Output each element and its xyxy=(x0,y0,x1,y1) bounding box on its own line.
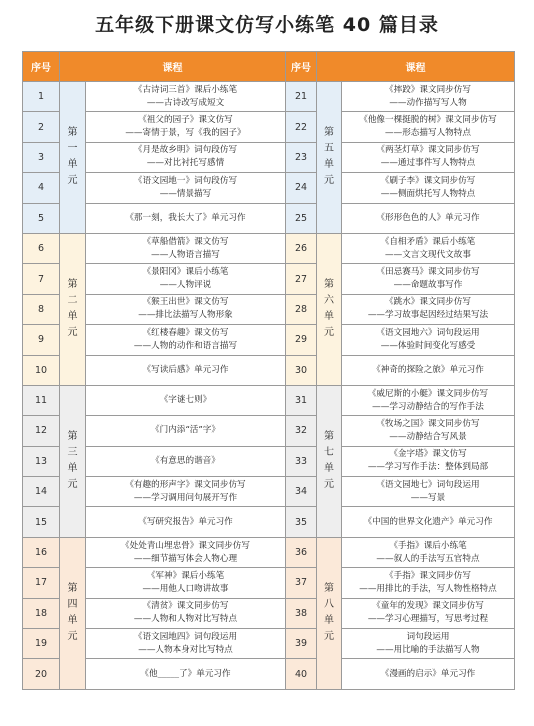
lesson-cell xyxy=(86,385,286,415)
lesson-cell xyxy=(342,385,515,415)
row-number: 25 xyxy=(286,203,317,233)
lesson-cell xyxy=(86,233,286,263)
lesson-title: 《语文园地四》词句段运用 xyxy=(133,631,238,642)
row-number: 12 xyxy=(23,416,60,446)
lesson-title: 词句段运用 xyxy=(406,631,450,642)
header-num-left: 序号 xyxy=(23,52,60,82)
lesson-title: 《月是故乡明》词句段仿写 xyxy=(133,145,238,156)
row-number: 8 xyxy=(23,294,60,324)
unit-label-text: 第三单元 xyxy=(67,431,78,491)
lesson-subtitle: ——人物评说 xyxy=(159,280,212,291)
lesson-title: 《他_____了》单元习作 xyxy=(140,668,231,679)
lesson-title: 《红楼春趣》课文仿写 xyxy=(142,327,229,338)
lesson-cell xyxy=(342,264,515,294)
row-number: 11 xyxy=(23,385,60,415)
lesson-title: 《语文园地七》词句段运用 xyxy=(376,479,480,490)
unit-label-text: 第七单元 xyxy=(324,431,334,491)
lesson-cell xyxy=(86,446,286,476)
lesson-cell xyxy=(342,203,515,233)
row-number: 33 xyxy=(286,446,317,476)
table-row xyxy=(23,629,515,659)
row-number: 27 xyxy=(286,264,317,294)
row-number: 3 xyxy=(23,142,60,172)
lesson-subtitle: ——学习调用问句展开写作 xyxy=(133,492,238,503)
lesson-subtitle: ——人物本身对比写特点 xyxy=(138,644,233,655)
lesson-cell xyxy=(342,598,515,628)
lesson-subtitle: ——情景描写 xyxy=(159,188,212,199)
header-row xyxy=(23,52,515,82)
lesson-title: 《猴王出世》课文仿写 xyxy=(142,297,229,308)
lesson-subtitle: ——学习动静结合的写作手法 xyxy=(372,401,484,412)
lesson-cell xyxy=(86,82,286,112)
lesson-cell xyxy=(86,142,286,172)
lesson-cell xyxy=(342,659,515,689)
lesson-cell xyxy=(342,416,515,446)
lesson-title: 《语文园地一》词句段仿写 xyxy=(133,175,238,186)
lesson-cell xyxy=(86,203,286,233)
table-row xyxy=(23,112,515,142)
row-number: 40 xyxy=(286,659,317,689)
header-num-right: 序号 xyxy=(286,52,317,82)
lesson-cell xyxy=(86,294,286,324)
unit-label xyxy=(317,537,342,689)
lesson-cell xyxy=(342,568,515,598)
lesson-cell xyxy=(86,173,286,203)
lesson-title: 《手指》课文同步仿写 xyxy=(385,570,471,581)
lesson-subtitle: ——人物语言描写 xyxy=(151,249,220,260)
lesson-subtitle: ——文言文现代文故事 xyxy=(385,249,471,260)
lesson-title: 《有意思的谐音》 xyxy=(151,455,220,466)
table-row xyxy=(23,507,515,537)
lesson-title: 《写研究报告》单元习作 xyxy=(138,516,233,527)
row-number: 22 xyxy=(286,112,317,142)
row-number: 10 xyxy=(23,355,60,385)
row-number: 36 xyxy=(286,537,317,567)
lesson-title: 《跳水》课文同步仿写 xyxy=(385,297,471,308)
lesson-subtitle: ——学习心理描写，写思考过程 xyxy=(367,614,489,625)
lesson-cell xyxy=(86,537,286,567)
lesson-title: 《手指》课后小练笔 xyxy=(389,540,467,551)
lesson-cell xyxy=(86,264,286,294)
page-title: 五年级下册课文仿写小练笔 40 篇目录 xyxy=(95,14,439,36)
table-row xyxy=(23,537,515,567)
lesson-title: 《写读后感》单元习作 xyxy=(142,364,229,375)
lesson-subtitle: ——叙人的手法写五官特点 xyxy=(376,553,480,564)
lesson-title: 《处处青山埋忠骨》课文同步仿写 xyxy=(121,540,250,551)
lesson-subtitle: ——侧面烘托写人物特点 xyxy=(380,188,476,199)
unit-label xyxy=(60,233,86,385)
lesson-title: 《清贫》课文同步仿写 xyxy=(142,601,229,612)
row-number: 2 xyxy=(23,112,60,142)
header-lesson-right: 课程 xyxy=(317,52,515,82)
row-number: 35 xyxy=(286,507,317,537)
row-number: 38 xyxy=(286,598,317,628)
lesson-cell xyxy=(342,233,515,263)
lesson-title: 《神奇的探险之旅》单元习作 xyxy=(372,364,484,375)
lesson-cell xyxy=(342,629,515,659)
lesson-subtitle: ——学习故事起因经过结果写法 xyxy=(367,310,489,321)
table-row xyxy=(23,203,515,233)
table-row xyxy=(23,264,515,294)
lesson-title: 《有趣的形声字》课文同步仿写 xyxy=(125,479,246,490)
table-row xyxy=(23,82,515,112)
lesson-cell xyxy=(86,477,286,507)
lesson-subtitle: ——细节描写体会人物心理 xyxy=(133,553,238,564)
lesson-cell xyxy=(86,325,286,355)
lesson-cell xyxy=(342,507,515,537)
lesson-title: 《金字塔》课文仿写 xyxy=(389,449,467,460)
lesson-subtitle: ——写景 xyxy=(410,492,446,503)
table-row xyxy=(23,233,515,263)
row-number: 32 xyxy=(286,416,317,446)
lesson-cell xyxy=(342,82,515,112)
lesson-subtitle: ——命题故事写作 xyxy=(393,280,463,291)
row-number: 20 xyxy=(23,659,60,689)
lesson-title: 《威尼斯的小艇》课文同步仿写 xyxy=(367,388,489,399)
lesson-title: 《刷子李》课文同步仿写 xyxy=(380,175,476,186)
lesson-subtitle: ——动作描写写人物 xyxy=(389,97,467,108)
lesson-cell xyxy=(342,173,515,203)
table-row xyxy=(23,477,515,507)
lesson-subtitle: ——对比衬托写感情 xyxy=(146,158,225,169)
lesson-title: 《那一刻，我长大了》单元习作 xyxy=(125,212,246,223)
lesson-subtitle: ——用他人口吻讲故事 xyxy=(142,583,229,594)
unit-label-text: 第一单元 xyxy=(67,127,78,187)
unit-label xyxy=(317,385,342,537)
row-number: 16 xyxy=(23,537,60,567)
table-row xyxy=(23,568,515,598)
lesson-title: 《童年的发现》课文同步仿写 xyxy=(372,601,484,612)
row-number: 28 xyxy=(286,294,317,324)
unit-label xyxy=(60,537,86,689)
catalog-table xyxy=(22,51,515,690)
lesson-cell xyxy=(342,537,515,567)
table-row xyxy=(23,142,515,172)
lesson-subtitle: ——人物和人物对比写特点 xyxy=(133,614,238,625)
lesson-title: 《中国的世界文化遗产》单元习作 xyxy=(363,516,493,527)
lesson-title: 《祖父的园子》课文仿写 xyxy=(138,115,233,126)
table-row xyxy=(23,659,515,689)
lesson-cell xyxy=(86,659,286,689)
lesson-cell xyxy=(86,355,286,385)
lesson-cell xyxy=(86,112,286,142)
lesson-cell xyxy=(342,294,515,324)
row-number: 7 xyxy=(23,264,60,294)
table-row xyxy=(23,598,515,628)
lesson-cell xyxy=(86,507,286,537)
unit-label xyxy=(60,385,86,537)
table-row xyxy=(23,416,515,446)
lesson-title: 《草船借箭》课文仿写 xyxy=(142,236,229,247)
unit-label xyxy=(317,233,342,385)
unit-label xyxy=(60,82,86,234)
row-number: 34 xyxy=(286,477,317,507)
lesson-title: 《门内添“活”字》 xyxy=(151,425,220,436)
table-row xyxy=(23,355,515,385)
lesson-subtitle: ——古诗改写成短文 xyxy=(146,97,225,108)
row-number: 31 xyxy=(286,385,317,415)
lesson-subtitle: ——排比法描写人物形象 xyxy=(138,310,233,321)
row-number: 39 xyxy=(286,629,317,659)
row-number: 4 xyxy=(23,173,60,203)
row-number: 6 xyxy=(23,233,60,263)
unit-label-text: 第四单元 xyxy=(67,583,78,643)
row-number: 21 xyxy=(286,82,317,112)
lesson-title: 《古诗词三首》课后小练笔 xyxy=(133,84,238,95)
row-number: 1 xyxy=(23,82,60,112)
row-number: 13 xyxy=(23,446,60,476)
lesson-subtitle: ——用比喻的手法描写人物 xyxy=(376,644,480,655)
lesson-subtitle: ——人物的动作和语言描写 xyxy=(133,340,238,351)
lesson-subtitle: ——寄情于景，写《我的园子》 xyxy=(125,128,246,139)
lesson-title: 《语文园地六》词句段运用 xyxy=(376,327,480,338)
table-row xyxy=(23,173,515,203)
lesson-title: 《牧场之国》课文同步仿写 xyxy=(376,418,480,429)
unit-label-text: 第五单元 xyxy=(324,127,334,187)
table-row xyxy=(23,446,515,476)
row-number: 15 xyxy=(23,507,60,537)
lesson-cell xyxy=(342,325,515,355)
lesson-subtitle: ——动静结合写风景 xyxy=(389,431,467,442)
row-number: 18 xyxy=(23,598,60,628)
unit-label-text: 第八单元 xyxy=(324,583,334,643)
lesson-subtitle: ——体验时间变化写感受 xyxy=(380,340,476,351)
row-number: 17 xyxy=(23,568,60,598)
row-number: 37 xyxy=(286,568,317,598)
lesson-subtitle: ——用排比的手法，写人物性格特点 xyxy=(359,583,497,594)
lesson-cell xyxy=(86,598,286,628)
row-number: 24 xyxy=(286,173,317,203)
lesson-title: 《两茎灯草》课文同步仿写 xyxy=(376,145,480,156)
lesson-title: 《形形色色的人》单元习作 xyxy=(376,212,480,223)
header-lesson-left: 课程 xyxy=(60,52,286,82)
row-number: 23 xyxy=(286,142,317,172)
lesson-subtitle: ——学习写作手法：整体到局部 xyxy=(367,462,489,473)
row-number: 14 xyxy=(23,477,60,507)
lesson-title: 《自相矛盾》课后小练笔 xyxy=(380,236,476,247)
lesson-cell xyxy=(342,112,515,142)
row-number: 9 xyxy=(23,325,60,355)
lesson-cell xyxy=(86,629,286,659)
lesson-cell xyxy=(342,477,515,507)
lesson-cell xyxy=(342,142,515,172)
table-row xyxy=(23,325,515,355)
row-number: 26 xyxy=(286,233,317,263)
lesson-cell xyxy=(86,416,286,446)
lesson-title: 《景阳冈》课后小练笔 xyxy=(142,267,229,278)
unit-label-text: 第二单元 xyxy=(67,279,78,339)
table-row xyxy=(23,294,515,324)
lesson-cell xyxy=(86,568,286,598)
lesson-subtitle: ——形态描写人物特点 xyxy=(385,128,471,139)
row-number: 29 xyxy=(286,325,317,355)
lesson-subtitle: ——通过事件写人物特点 xyxy=(380,158,476,169)
lesson-title: 《他像一棵挺脱的树》课文同步仿写 xyxy=(359,115,497,126)
lesson-title: 《字谜七则》 xyxy=(159,395,212,406)
lesson-title: 《摔跤》课文同步仿写 xyxy=(385,84,471,95)
lesson-title: 《漫画的启示》单元习作 xyxy=(380,668,476,679)
unit-label xyxy=(317,82,342,234)
unit-label-text: 第六单元 xyxy=(324,279,334,339)
row-number: 19 xyxy=(23,629,60,659)
row-number: 5 xyxy=(23,203,60,233)
lesson-title: 《田忌赛马》课文同步仿写 xyxy=(376,267,480,278)
lesson-cell xyxy=(342,355,515,385)
lesson-cell xyxy=(342,446,515,476)
row-number: 30 xyxy=(286,355,317,385)
table-row xyxy=(23,385,515,415)
lesson-title: 《军神》课后小练笔 xyxy=(146,570,225,581)
